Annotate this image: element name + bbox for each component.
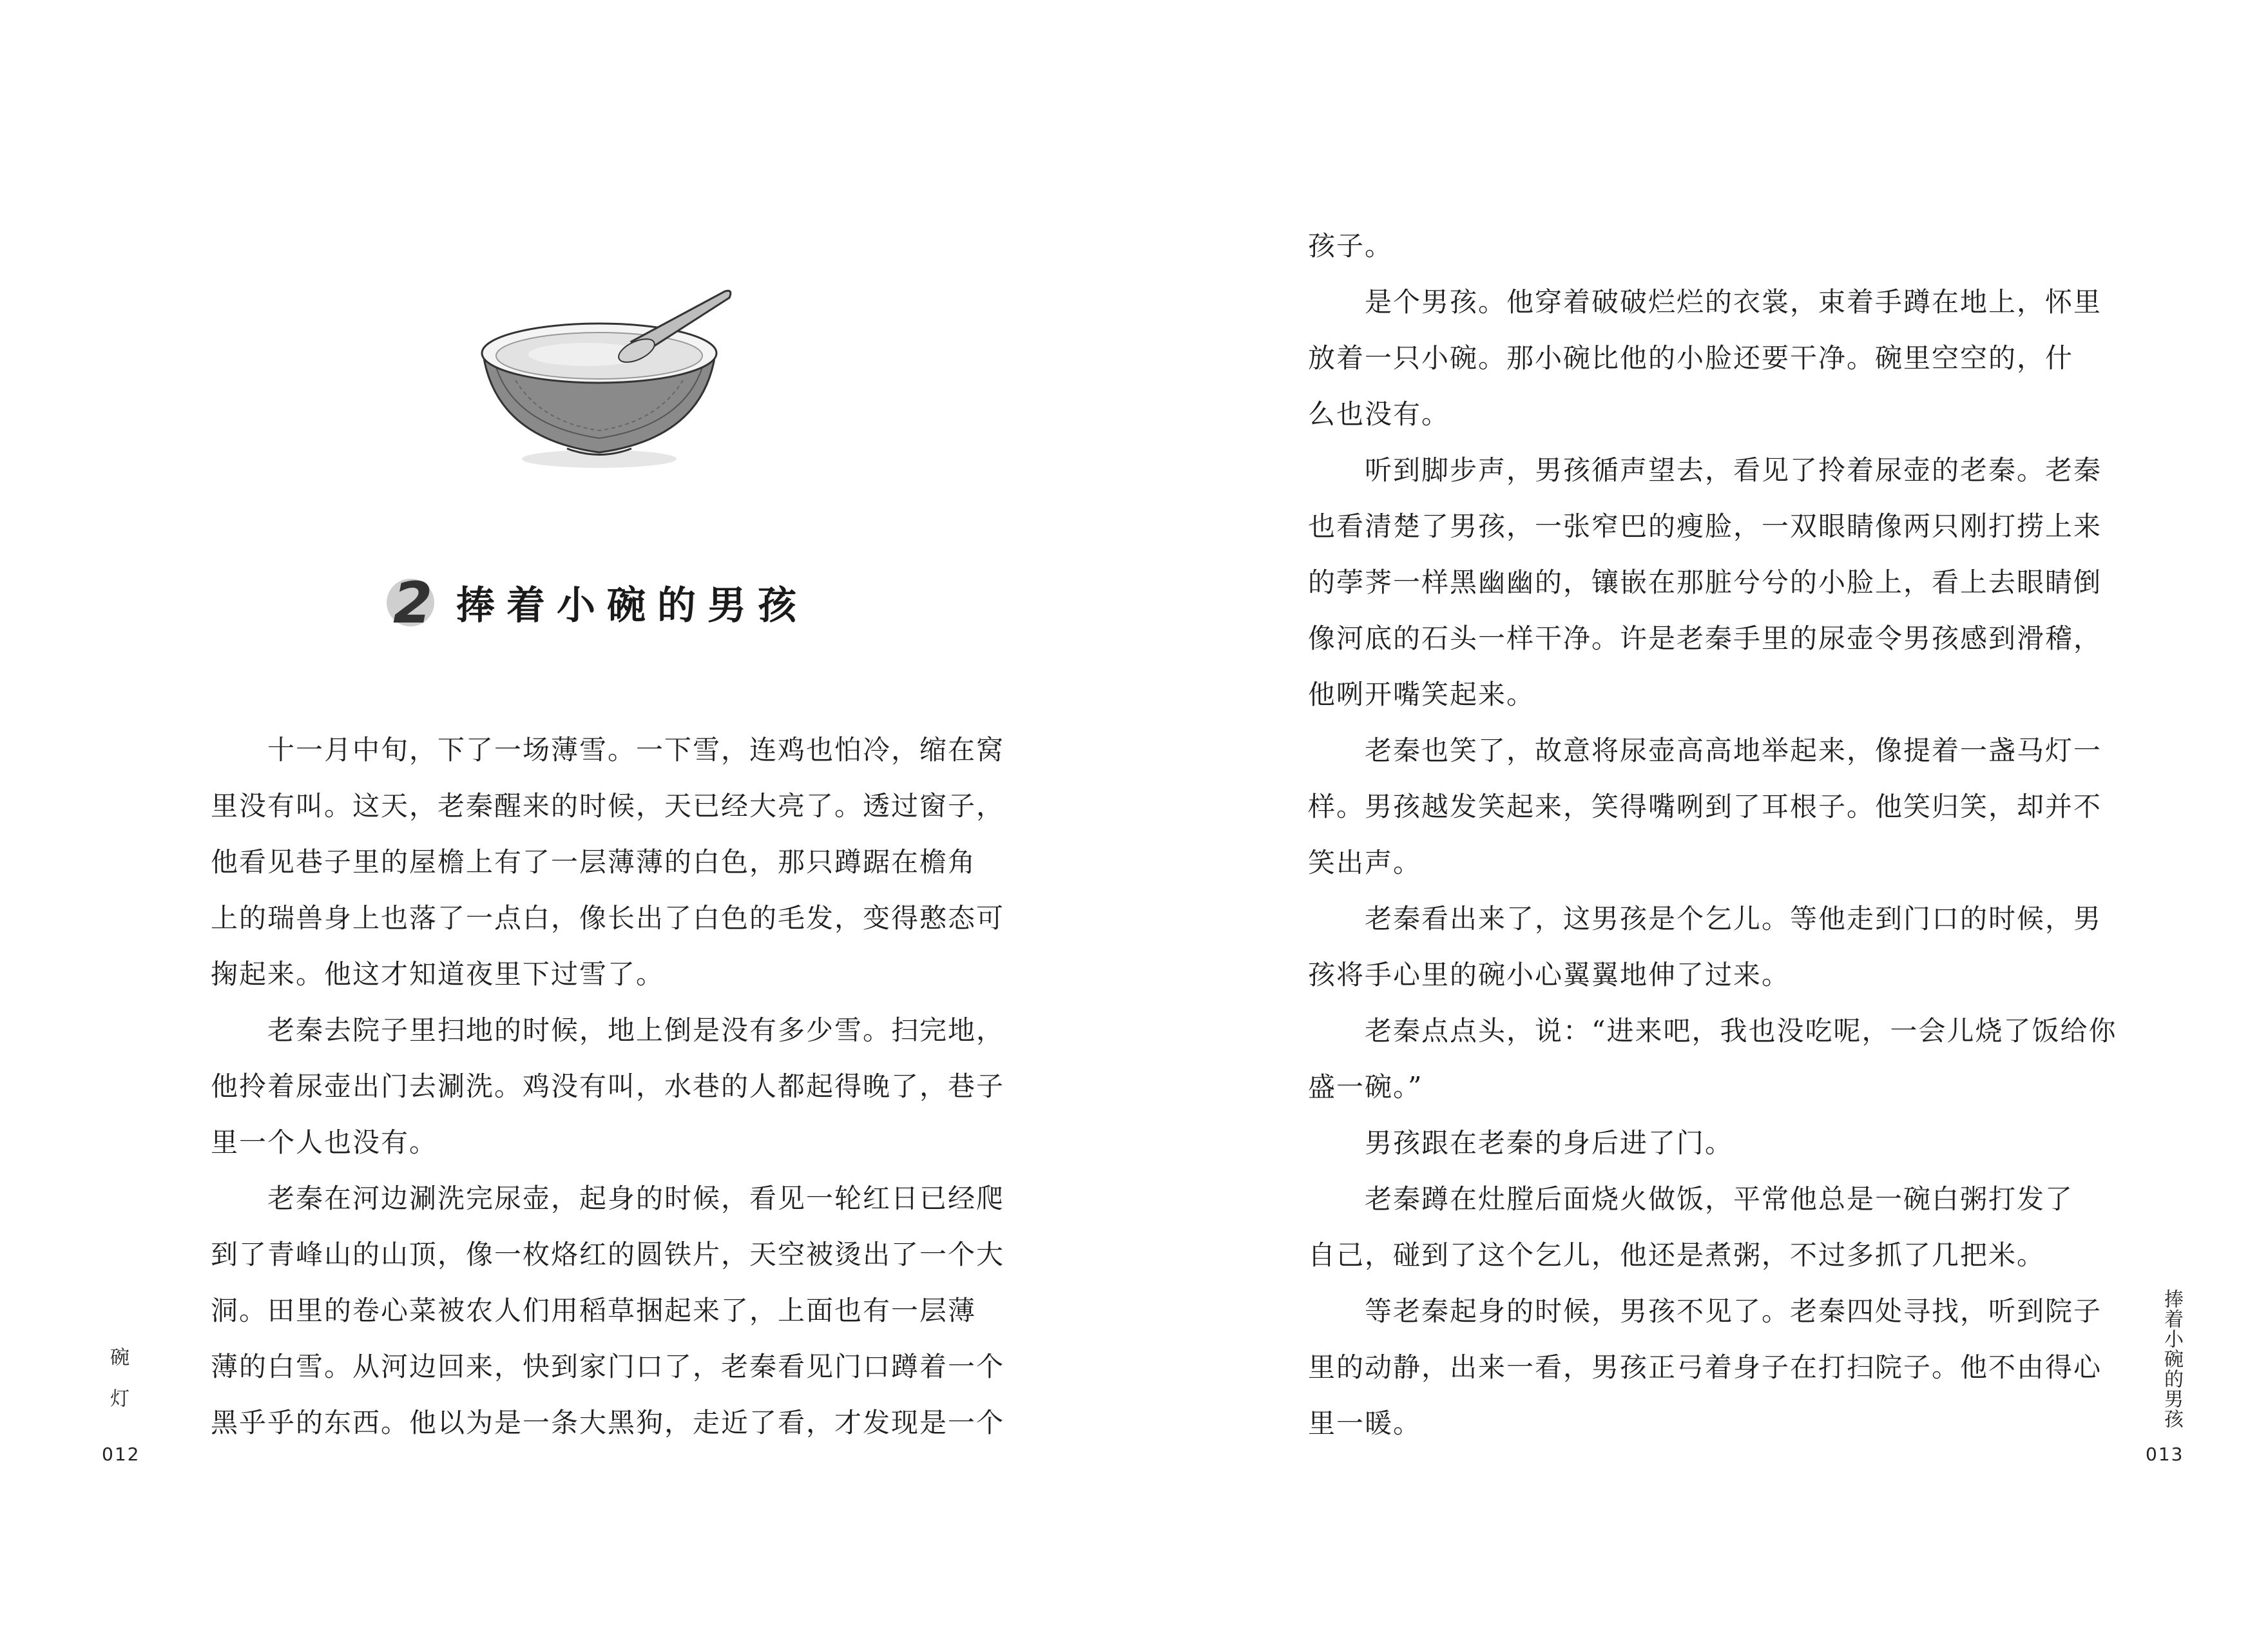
text-line: 孩将手心里的碗小心翼翼地伸了过来。 bbox=[1308, 959, 1791, 991]
chapter-number-badge bbox=[387, 570, 434, 636]
text-line: 老秦也笑了，故意将尿壶高高地举起来，像提着一盏马灯一 bbox=[1308, 735, 2102, 766]
text-line: 笑出声。 bbox=[1308, 847, 1422, 878]
text-line: 黑乎乎的东西。他以为是一条大黑狗，走近了看，才发现是一个 bbox=[211, 1407, 1005, 1438]
text-line: 孩子。 bbox=[1308, 230, 1394, 262]
chapter-title bbox=[387, 567, 808, 638]
text-line: 里没有叫。这天，老秦醒来的时候，天已经大亮了。透过窗子， bbox=[211, 790, 1005, 822]
text-line: 样。男孩越发笑起来，笑得嘴咧到了耳根子。他笑归笑，却并不 bbox=[1308, 791, 2102, 822]
text-line: 十一月中旬，下了一场薄雪。一下雪，连鸡也怕冷，缩在窝 bbox=[211, 734, 1005, 766]
chapter-number: 2 bbox=[393, 570, 433, 636]
left-body-text bbox=[211, 722, 1005, 1451]
text-line: 里的动静，出来一看，男孩正弓着身子在打扫院子。他不由得心 bbox=[1308, 1351, 2102, 1383]
text-line: 老秦点点头，说：“进来吧，我也没吃呢，一会儿烧了饭给你 bbox=[1308, 1015, 2117, 1047]
right-body-text bbox=[1308, 218, 2117, 1451]
text-line: 他看见巷子里的屋檐上有了一层薄薄的白色，那只蹲踞在檐角 bbox=[211, 846, 977, 878]
left-running-title: 碗灯 bbox=[106, 1347, 129, 1429]
text-line: 自己，碰到了这个乞儿，他还是煮粥，不过多抓了几把米。 bbox=[1308, 1239, 2046, 1271]
left-page-number: 012 bbox=[102, 1444, 140, 1465]
right-running-title: 捧着小碗的男孩 bbox=[2160, 1289, 2183, 1429]
text-line: 上的瑞兽身上也落了一点白，像长出了白色的毛发，变得憨态可 bbox=[211, 902, 1005, 934]
text-line: 么也没有。 bbox=[1308, 398, 1450, 430]
text-line: 里一暖。 bbox=[1308, 1407, 1422, 1439]
text-line: 的荸荠一样黑幽幽的，镶嵌在那脏兮兮的小脸上，看上去眼睛倒 bbox=[1308, 566, 2102, 598]
text-line: 也看清楚了男孩，一张窄巴的瘦脸，一双眼睛像两只刚打捞上来 bbox=[1308, 510, 2102, 542]
text-line: 放着一只小碗。那小碗比他的小脸还要干净。碗里空空的，什 bbox=[1308, 342, 2074, 374]
text-line: 洞。田里的卷心菜被农人们用稻草捆起来了，上面也有一层薄 bbox=[211, 1295, 977, 1326]
text-line: 他咧开嘴笑起来。 bbox=[1308, 679, 1535, 710]
right-page-number: 013 bbox=[2146, 1444, 2184, 1465]
text-line: 老秦蹲在灶膛后面烧火做饭，平常他总是一碗白粥打发了 bbox=[1308, 1183, 2074, 1215]
bowl-illustration bbox=[470, 284, 747, 477]
right-page bbox=[1134, 0, 2268, 1644]
chapter-heading: 捧着小碗的男孩 bbox=[456, 583, 808, 628]
text-line: 他拎着尿壶出门去涮洗。鸡没有叫，水巷的人都起得晚了，巷子 bbox=[211, 1070, 1005, 1102]
text-line: 是个男孩。他穿着破破烂烂的衣裳，束着手蹲在地上，怀里 bbox=[1308, 286, 2102, 318]
text-line: 老秦去院子里扫地的时候，地上倒是没有多少雪。扫完地， bbox=[211, 1014, 1005, 1046]
text-line: 男孩跟在老秦的身后进了门。 bbox=[1308, 1127, 1734, 1159]
text-line: 到了青峰山的山顶，像一枚烙红的圆铁片，天空被烫出了一个大 bbox=[211, 1239, 1005, 1270]
text-line: 等老秦起身的时候，男孩不见了。老秦四处寻找，听到院子 bbox=[1308, 1295, 2102, 1327]
text-line: 薄的白雪。从河边回来，快到家门口了，老秦看见门口蹲着一个 bbox=[211, 1351, 1005, 1382]
text-line: 像河底的石头一样干净。许是老秦手里的尿壶令男孩感到滑稽， bbox=[1308, 623, 2102, 654]
text-line: 里一个人也没有。 bbox=[211, 1127, 438, 1158]
text-line: 掬起来。他这才知道夜里下过雪了。 bbox=[211, 958, 665, 990]
text-line: 盛一碗。” bbox=[1308, 1071, 1423, 1103]
text-line: 听到脚步声，男孩循声望去，看见了拎着尿壶的老秦。老秦 bbox=[1308, 454, 2102, 486]
text-line: 老秦在河边涮洗完尿壶，起身的时候，看见一轮红日已经爬 bbox=[211, 1183, 1005, 1214]
text-line: 老秦看出来了，这男孩是个乞儿。等他走到门口的时候，男 bbox=[1308, 903, 2102, 934]
